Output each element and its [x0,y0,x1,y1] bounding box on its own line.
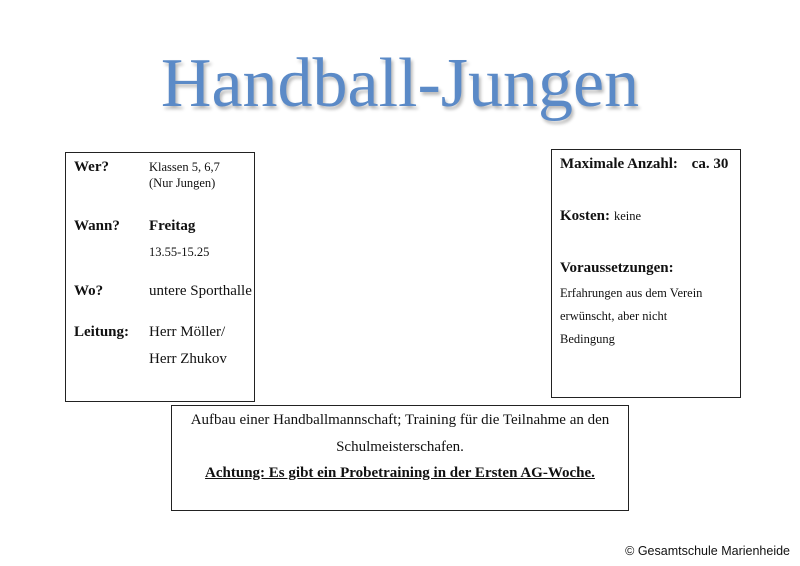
page-title: Handball-Jungen [160,45,640,122]
info-box-right [551,149,741,398]
voraussetzungen-line-3: Bedingung [560,332,615,346]
voraussetzungen-line-1: Erfahrungen aus dem Verein [560,286,703,300]
notice-line: Achtung: Es gibt ein Probetraining in der Ersten AG-Woche. [205,465,595,481]
leitung-label: Leitung: [74,324,130,340]
voraussetzungen-label: Voraussetzungen: [560,260,674,276]
voraussetzungen-line-2: erwünscht, aber nicht [560,309,668,323]
max-count-row [560,156,728,173]
wann-day: Freitag [149,218,196,234]
kosten-value: keine [614,209,642,223]
wo-value: untere Sporthalle [149,283,252,299]
description-line-1: Aufbau einer Handballmannschaft; Training für die Teilnahme an den [190,412,610,428]
leitung-value-1: Herr Möller/ [149,324,226,340]
max-count-value: ca. 30 [691,156,729,172]
wer-value-2: (Nur Jungen) [149,176,216,190]
leitung-value-2: Herr Zhukov [149,351,227,367]
max-count-label: Maximale Anzahl: [560,156,678,172]
info-box-left [65,152,255,402]
wer-value-1: Klassen 5, 6,7 [149,160,220,174]
wann-label: Wann? [74,218,120,234]
wo-label: Wo? [74,283,104,299]
kosten-row [560,207,641,225]
kosten-label: Kosten: [560,208,610,224]
wer-label: Wer? [74,159,109,175]
description-line-2: Schulmeisterschafen. [336,439,464,455]
copyright-notice: © Gesamtschule Marienheide [625,544,790,558]
wann-time: 13.55-15.25 [149,245,210,259]
description-box [171,405,629,511]
